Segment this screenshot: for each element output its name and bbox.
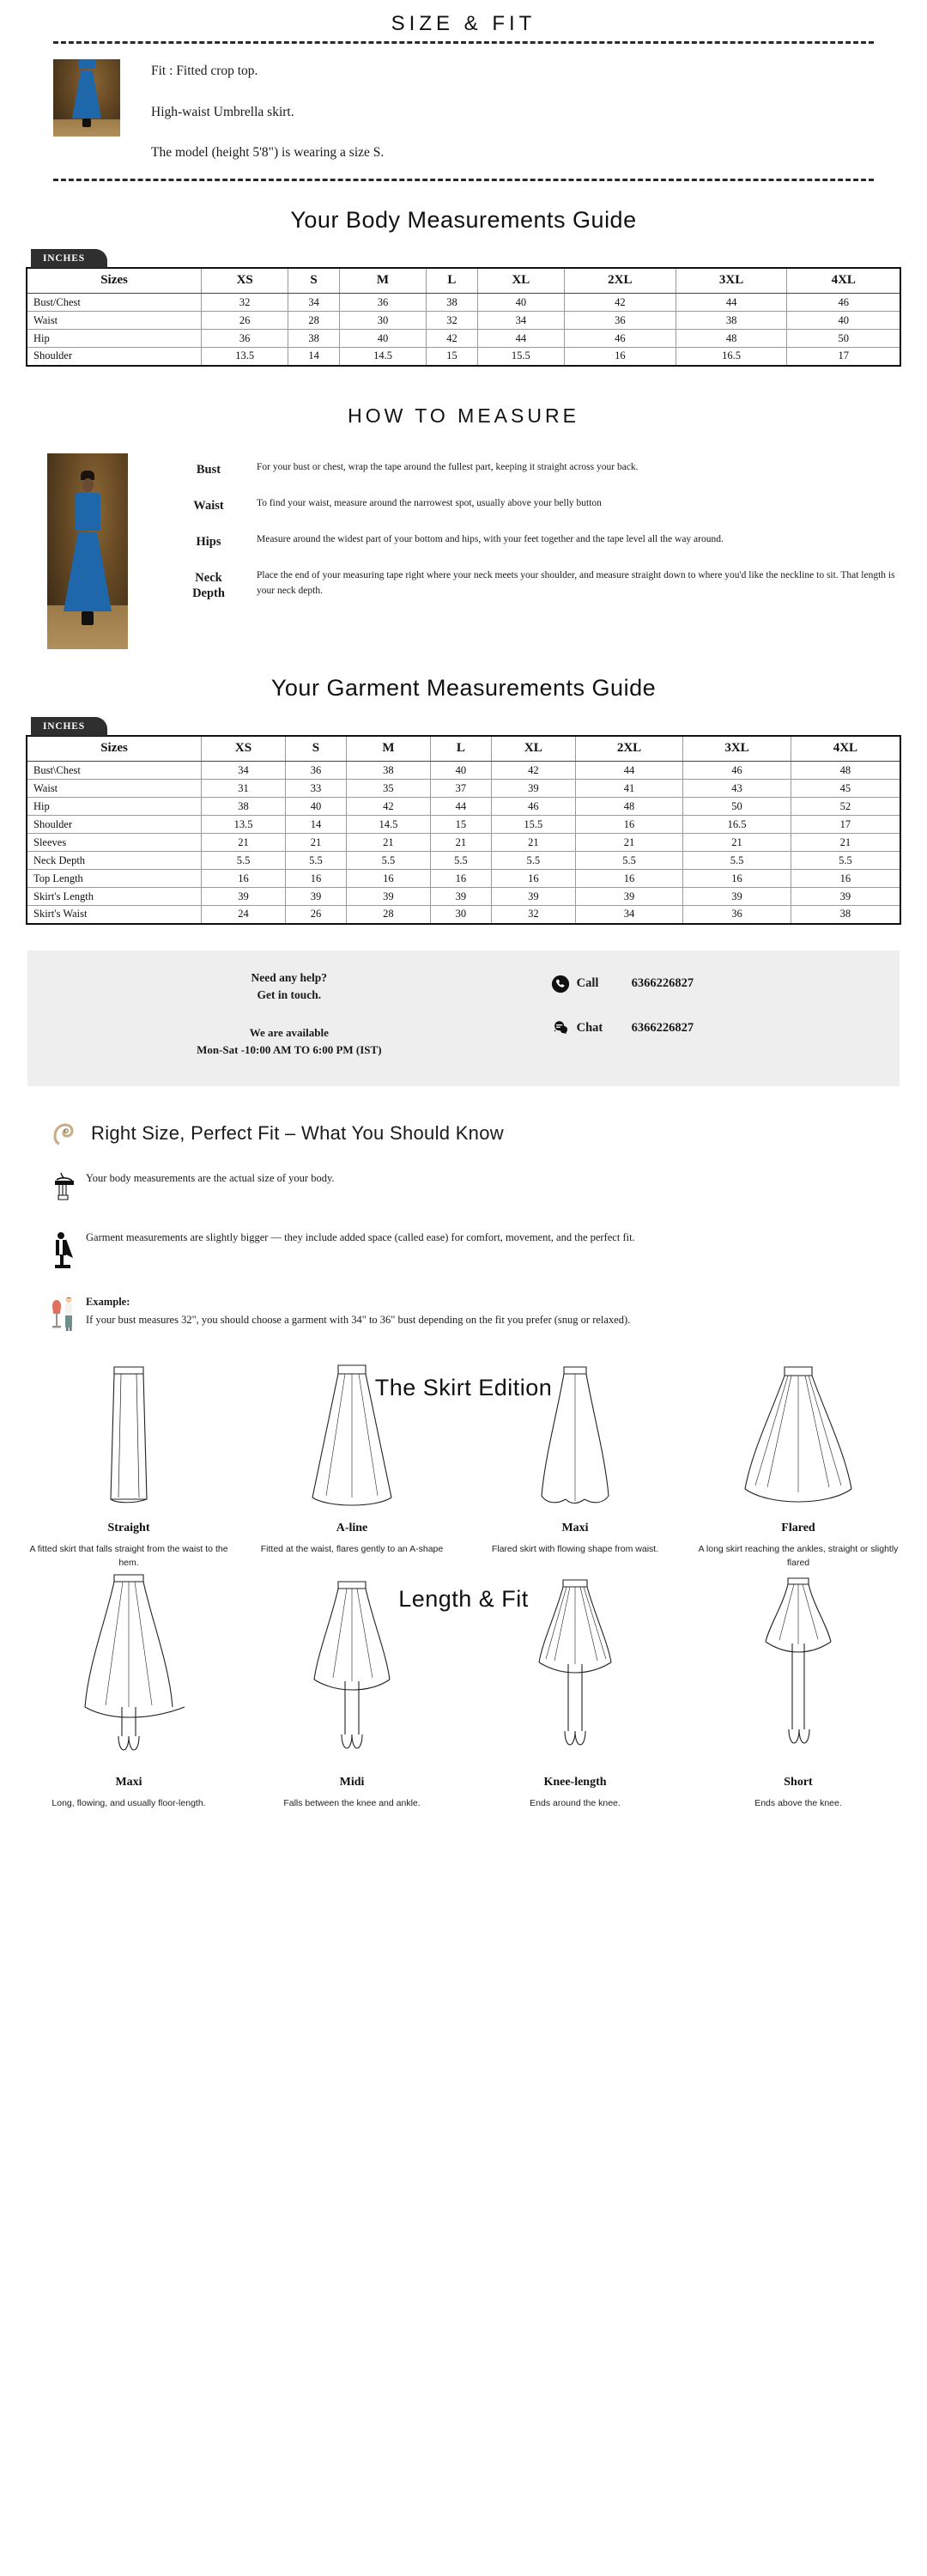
body-guide-cell: 38 [427, 294, 478, 312]
note-row-body [50, 1170, 877, 1210]
garment-guide-cell: 46 [491, 798, 575, 816]
garment-guide-cell: 39 [575, 888, 683, 906]
garment-guide-cell: 16 [683, 870, 791, 888]
chat-icon [551, 1019, 570, 1038]
availability-line2: Mon-Sat -10:00 AM TO 6:00 PM (IST) [197, 1042, 382, 1056]
body-guide-cell: 15.5 [477, 348, 564, 366]
garment-measurements-table [26, 735, 901, 925]
spacer [0, 234, 927, 249]
garment-guide-cell: 50 [683, 798, 791, 816]
body-guide-cell: 14 [288, 348, 340, 366]
garment-guide-col-header: Sizes [27, 736, 202, 762]
garment-guide-row-label: Shoulder [27, 816, 202, 834]
body-guide-cell: 32 [427, 312, 478, 330]
garment-guide-row-label: Neck Depth [27, 852, 202, 870]
spacer [0, 163, 927, 179]
garment-guide-row-label: Skirt's Length [27, 888, 202, 906]
garment-guide-cell: 13.5 [202, 816, 286, 834]
body-guide-cell: 36 [564, 312, 676, 330]
length-type-name: Maxi [115, 1776, 142, 1789]
body-measurements-table-wrap [0, 249, 927, 367]
body-guide-cell: 34 [288, 294, 340, 312]
need-help-line1: Need any help? [251, 970, 328, 984]
table-row [27, 330, 900, 348]
garment-guide-unit-badge: INCHES [31, 717, 107, 736]
garment-guide-cell: 16 [347, 870, 431, 888]
garment-guide-cell: 21 [430, 834, 491, 852]
body-guide-cell: 36 [202, 330, 288, 348]
garment-guide-cell: 16.5 [683, 816, 791, 834]
body-guide-cell: 44 [477, 330, 564, 348]
body-guide-cell: 40 [339, 330, 426, 348]
table-head [27, 736, 900, 762]
need-help-line2: Get in touch. [257, 987, 322, 1001]
dressform-icon [50, 1293, 79, 1337]
note-text-body: Your body measurements are the actual size of your body. [86, 1171, 335, 1184]
garment-guide-cell: 15 [430, 816, 491, 834]
measure-row [161, 532, 927, 550]
garment-guide-cell: 40 [430, 762, 491, 780]
length-type-cell [240, 1621, 464, 1811]
model-skirt [72, 70, 101, 118]
garment-guide-cell: 44 [430, 798, 491, 816]
table-row [27, 870, 900, 888]
garment-guide-cell: 39 [202, 888, 286, 906]
how-to-measure-title: HOW TO MEASURE [348, 404, 579, 427]
garment-guide-cell: 5.5 [791, 852, 900, 870]
garment-guide-cell: 34 [575, 906, 683, 924]
model-photo-large [47, 453, 128, 649]
waist-tape-icon [50, 1170, 79, 1210]
phone-icon [551, 975, 570, 993]
body-guide-cell: 40 [477, 294, 564, 312]
garment-guide-cell: 5.5 [285, 852, 346, 870]
table-header-row [27, 268, 900, 294]
help-text-column [27, 969, 551, 1064]
help-contact-box [27, 951, 900, 1086]
note-row-garment [50, 1229, 877, 1274]
garment-guide-title: Your Garment Measurements Guide [270, 674, 657, 701]
garment-guide-cell: 16 [575, 816, 683, 834]
body-guide-cell: 15 [427, 348, 478, 366]
garment-measurements-table-wrap [0, 717, 927, 925]
table-row [27, 348, 900, 366]
garment-guide-cell: 52 [791, 798, 900, 816]
photo-model-figure [64, 471, 112, 625]
garment-guide-cell: 33 [285, 780, 346, 798]
measure-row [161, 460, 927, 477]
contact-label-call: Call [576, 976, 599, 990]
body-guide-cell: 42 [427, 330, 478, 348]
garment-guide-cell: 26 [285, 906, 346, 924]
table-row [27, 762, 900, 780]
length-type-description: Long, flowing, and usually floor-length. [52, 1798, 206, 1809]
body-guide-cell: 13.5 [202, 348, 288, 366]
measure-term: Hips [196, 534, 221, 549]
garment-guide-cell: 5.5 [202, 852, 286, 870]
garment-guide-col-header: 3XL [683, 736, 791, 762]
garment-guide-cell: 16 [430, 870, 491, 888]
contact-row-chat[interactable] [551, 1019, 900, 1038]
measure-row [161, 496, 927, 513]
garment-guide-cell: 46 [683, 762, 791, 780]
body-guide-cell: 46 [787, 294, 900, 312]
garment-guide-cell: 21 [683, 834, 791, 852]
garment-guide-row-label: Skirt's Waist [27, 906, 202, 924]
garment-guide-cell: 39 [683, 888, 791, 906]
table-row [27, 798, 900, 816]
measure-description: For your bust or chest, wrap the tape around the fullest part, keeping it straight across your back. [257, 461, 639, 472]
note-row-example [50, 1293, 877, 1337]
need-help-heading [27, 969, 551, 1005]
right-size-title-row [50, 1112, 877, 1151]
measuring-tape-icon [50, 1117, 79, 1151]
contact-row-call[interactable] [551, 975, 900, 993]
garment-guide-cell: 36 [285, 762, 346, 780]
body-guide-cell: 46 [564, 330, 676, 348]
garment-guide-cell: 39 [491, 780, 575, 798]
intro-line-skirt: High-waist Umbrella skirt. [151, 104, 294, 119]
garment-guide-cell: 21 [347, 834, 431, 852]
body-guide-cell: 50 [787, 330, 900, 348]
body-guide-cell: 42 [564, 294, 676, 312]
length-type-description: Ends above the knee. [754, 1798, 842, 1809]
spacer [0, 702, 927, 717]
table-row [27, 834, 900, 852]
garment-guide-cell: 16 [575, 870, 683, 888]
intro-line-fit: Fit : Fitted crop top. [151, 64, 258, 78]
garment-guide-cell: 17 [791, 816, 900, 834]
garment-guide-col-header: 4XL [791, 736, 900, 762]
garment-guide-col-header: XL [491, 736, 575, 762]
garment-guide-cell: 14 [285, 816, 346, 834]
body-guide-cell: 38 [676, 312, 787, 330]
table-row [27, 888, 900, 906]
knee-length-illustration [472, 1621, 678, 1767]
model-crop-top [75, 493, 100, 531]
maxi-skirt-illustration [472, 1410, 678, 1513]
contact-label-chat: Chat [576, 1021, 603, 1035]
garment-guide-cell: 21 [575, 834, 683, 852]
garment-guide-cell: 38 [202, 798, 286, 816]
garment-guide-cell: 21 [202, 834, 286, 852]
garment-guide-cell: 5.5 [575, 852, 683, 870]
photo-model-figure [72, 59, 101, 127]
skirt-type-description: A fitted skirt that falls straight from the waist to the hem. [29, 1543, 228, 1569]
garment-guide-cell: 39 [791, 888, 900, 906]
model-boots [82, 611, 94, 625]
garment-guide-cell: 38 [791, 906, 900, 924]
length-type-description: Falls between the knee and ankle. [283, 1798, 421, 1809]
body-guide-cell: 16 [564, 348, 676, 366]
garment-guide-cell: 42 [347, 798, 431, 816]
example-body: If your bust measures 32", you should choose a garment with 34" to 36" bust depending on the fit you prefer (snug or relaxed). [86, 1313, 631, 1326]
garment-guide-cell: 39 [347, 888, 431, 906]
garment-guide-col-header: 2XL [575, 736, 683, 762]
example-heading: Example: [86, 1295, 130, 1308]
garment-guide-col-header: S [285, 736, 346, 762]
measure-item-list [128, 453, 927, 649]
garment-guide-cell: 21 [285, 834, 346, 852]
garment-guide-cell: 44 [575, 762, 683, 780]
model-crop-top [79, 59, 95, 69]
garment-guide-cell: 32 [491, 906, 575, 924]
intro-block [0, 44, 927, 163]
garment-guide-col-header: L [430, 736, 491, 762]
skirt-type-cell [687, 1410, 910, 1571]
garment-guide-cell: 21 [491, 834, 575, 852]
model-photo-small [53, 59, 120, 137]
garment-guide-cell: 24 [202, 906, 286, 924]
body-guide-col-header: 3XL [676, 268, 787, 294]
note-text-garment: Garment measurements are slightly bigger — they include added space (called ease) for comfort, movement, and the perfect fit. [86, 1230, 635, 1243]
skirt-type-name: Maxi [561, 1521, 589, 1534]
model-head [82, 478, 94, 492]
page-title: SIZE & FIT [391, 12, 536, 35]
garment-guide-cell: 39 [430, 888, 491, 906]
skirt-edition-grid [0, 1401, 927, 1571]
body-guide-col-header: M [339, 268, 426, 294]
garment-guide-cell: 16 [791, 870, 900, 888]
table-row [27, 312, 900, 330]
body-guide-col-header: S [288, 268, 340, 294]
length-type-description: Ends around the knee. [530, 1798, 621, 1809]
garment-guide-cell: 5.5 [683, 852, 791, 870]
body-guide-cell: 34 [477, 312, 564, 330]
spacer [0, 181, 927, 207]
intro-line-model: The model (height 5'8") is wearing a size S. [151, 145, 385, 160]
spacer [0, 428, 927, 453]
body-guide-col-header: L [427, 268, 478, 294]
length-fit-grid [0, 1613, 927, 1811]
skirt-type-cell [464, 1410, 687, 1571]
body-measurements-table [26, 267, 901, 367]
measure-term: Waist [193, 498, 224, 513]
garment-guide-cell: 41 [575, 780, 683, 798]
garment-guide-cell: 45 [791, 780, 900, 798]
garment-guide-cell: 28 [347, 906, 431, 924]
garment-guide-row-label: Sleeves [27, 834, 202, 852]
body-guide-cell: 32 [202, 294, 288, 312]
straight-skirt-illustration [26, 1410, 232, 1513]
skirt-type-name: Straight [107, 1521, 150, 1534]
length-type-cell [687, 1621, 910, 1811]
length-type-cell [464, 1621, 687, 1811]
skirt-type-name: A-line [336, 1521, 368, 1534]
availability-text [27, 1024, 551, 1058]
measure-row [161, 568, 927, 601]
body-guide-cell: 38 [288, 330, 340, 348]
garment-guide-row-label: Top Length [27, 870, 202, 888]
how-to-measure-block [0, 453, 927, 649]
garment-guide-cell: 48 [575, 798, 683, 816]
body-guide-cell: 48 [676, 330, 787, 348]
garment-guide-cell: 5.5 [491, 852, 575, 870]
spacer [0, 925, 927, 951]
body-guide-row-label: Shoulder [27, 348, 202, 366]
skirt-type-cell [240, 1410, 464, 1571]
spacer [0, 649, 927, 675]
garment-guide-cell: 34 [202, 762, 286, 780]
tailor-icon [50, 1229, 79, 1274]
note-text-example [79, 1293, 877, 1330]
measure-description: To find your waist, measure around the narrowest spot, usually above your belly button [257, 497, 602, 508]
table-header-row [27, 736, 900, 762]
flared-skirt-illustration [695, 1410, 901, 1513]
length-type-name: Short [784, 1776, 813, 1789]
body-guide-col-header: XL [477, 268, 564, 294]
garment-guide-cell: 15.5 [491, 816, 575, 834]
garment-guide-cell: 36 [683, 906, 791, 924]
garment-guide-cell: 14.5 [347, 816, 431, 834]
garment-guide-cell: 39 [491, 888, 575, 906]
maxi-length-illustration [26, 1621, 232, 1767]
garment-guide-cell: 42 [491, 762, 575, 780]
skirt-type-description: A long skirt reaching the ankles, straight or slightly flared [698, 1543, 899, 1569]
garment-guide-cell: 43 [683, 780, 791, 798]
body-guide-col-header: 2XL [564, 268, 676, 294]
skirt-type-description: Flared skirt with flowing shape from waist. [491, 1543, 659, 1554]
body-guide-cell: 26 [202, 312, 288, 330]
body-guide-row-label: Hip [27, 330, 202, 348]
length-type-name: Knee-length [543, 1776, 607, 1789]
measure-description: Measure around the widest part of your bottom and hips, with your feet together and the tape level all the way around. [257, 533, 724, 544]
garment-guide-cell: 16 [202, 870, 286, 888]
availability-line1: We are available [249, 1026, 329, 1039]
spacer [0, 1086, 927, 1112]
garment-guide-cell: 35 [347, 780, 431, 798]
garment-guide-cell: 37 [430, 780, 491, 798]
length-type-cell [17, 1621, 240, 1811]
table-row [27, 906, 900, 924]
measure-term: Neck Depth [192, 570, 225, 600]
body-guide-cell: 28 [288, 312, 340, 330]
body-guide-cell: 36 [339, 294, 426, 312]
skirt-type-description: Fitted at the waist, flares gently to an A-shape [260, 1543, 444, 1554]
garment-guide-cell: 5.5 [347, 852, 431, 870]
body-guide-cell: 40 [787, 312, 900, 330]
contact-value-chat[interactable]: 6366226827 [631, 1021, 694, 1035]
model-skirt [64, 532, 112, 611]
garment-guide-col-header: XS [202, 736, 286, 762]
garment-guide-row-label: Waist [27, 780, 202, 798]
length-type-name: Midi [339, 1776, 365, 1789]
aline-skirt-illustration [249, 1410, 455, 1513]
table-row [27, 816, 900, 834]
body-guide-row-label: Waist [27, 312, 202, 330]
body-guide-unit-badge: INCHES [31, 249, 107, 268]
body-guide-col-header: 4XL [787, 268, 900, 294]
garment-guide-cell: 16 [285, 870, 346, 888]
body-guide-row-label: Bust/Chest [27, 294, 202, 312]
spacer [0, 1811, 927, 1849]
body-guide-title: Your Body Measurements Guide [290, 206, 637, 233]
midi-length-illustration [249, 1621, 455, 1767]
table-row [27, 294, 900, 312]
short-length-illustration [695, 1621, 901, 1767]
intro-text-list [120, 59, 874, 163]
garment-guide-row-label: Hip [27, 798, 202, 816]
garment-guide-cell: 39 [285, 888, 346, 906]
measure-description: Place the end of your measuring tape right where your neck meets your shoulder, and measure straight down to where you'd like the neckline to sit. That length is your neck depth. [257, 569, 895, 596]
garment-guide-row-label: Bust\Chest [27, 762, 202, 780]
body-guide-cell: 44 [676, 294, 787, 312]
garment-guide-col-header: M [347, 736, 431, 762]
body-guide-cell: 16.5 [676, 348, 787, 366]
garment-guide-cell: 31 [202, 780, 286, 798]
garment-guide-cell: 30 [430, 906, 491, 924]
garment-guide-cell: 21 [791, 834, 900, 852]
table-row [27, 780, 900, 798]
model-boots [82, 118, 91, 127]
body-guide-cell: 30 [339, 312, 426, 330]
spacer [0, 367, 927, 404]
skirt-edition-title: The Skirt Edition [374, 1374, 553, 1400]
measure-term: Bust [196, 462, 221, 477]
table-body [27, 762, 900, 924]
right-size-section [0, 1112, 927, 1337]
body-guide-cell: 14.5 [339, 348, 426, 366]
contact-value-call[interactable]: 6366226827 [631, 976, 694, 990]
garment-guide-cell: 38 [347, 762, 431, 780]
right-size-title: Right Size, Perfect Fit – What You Should Know [91, 1122, 504, 1144]
garment-guide-cell: 48 [791, 762, 900, 780]
body-guide-cell: 17 [787, 348, 900, 366]
body-guide-col-header: Sizes [27, 268, 202, 294]
table-body [27, 294, 900, 366]
table-row [27, 852, 900, 870]
skirt-type-name: Flared [781, 1521, 815, 1534]
body-guide-col-header: XS [202, 268, 288, 294]
skirt-type-cell [17, 1410, 240, 1571]
garment-guide-cell: 5.5 [430, 852, 491, 870]
garment-guide-cell: 40 [285, 798, 346, 816]
table-head [27, 268, 900, 294]
help-contacts-column [551, 969, 900, 1064]
garment-guide-cell: 16 [491, 870, 575, 888]
length-fit-title: Length & Fit [398, 1586, 529, 1613]
